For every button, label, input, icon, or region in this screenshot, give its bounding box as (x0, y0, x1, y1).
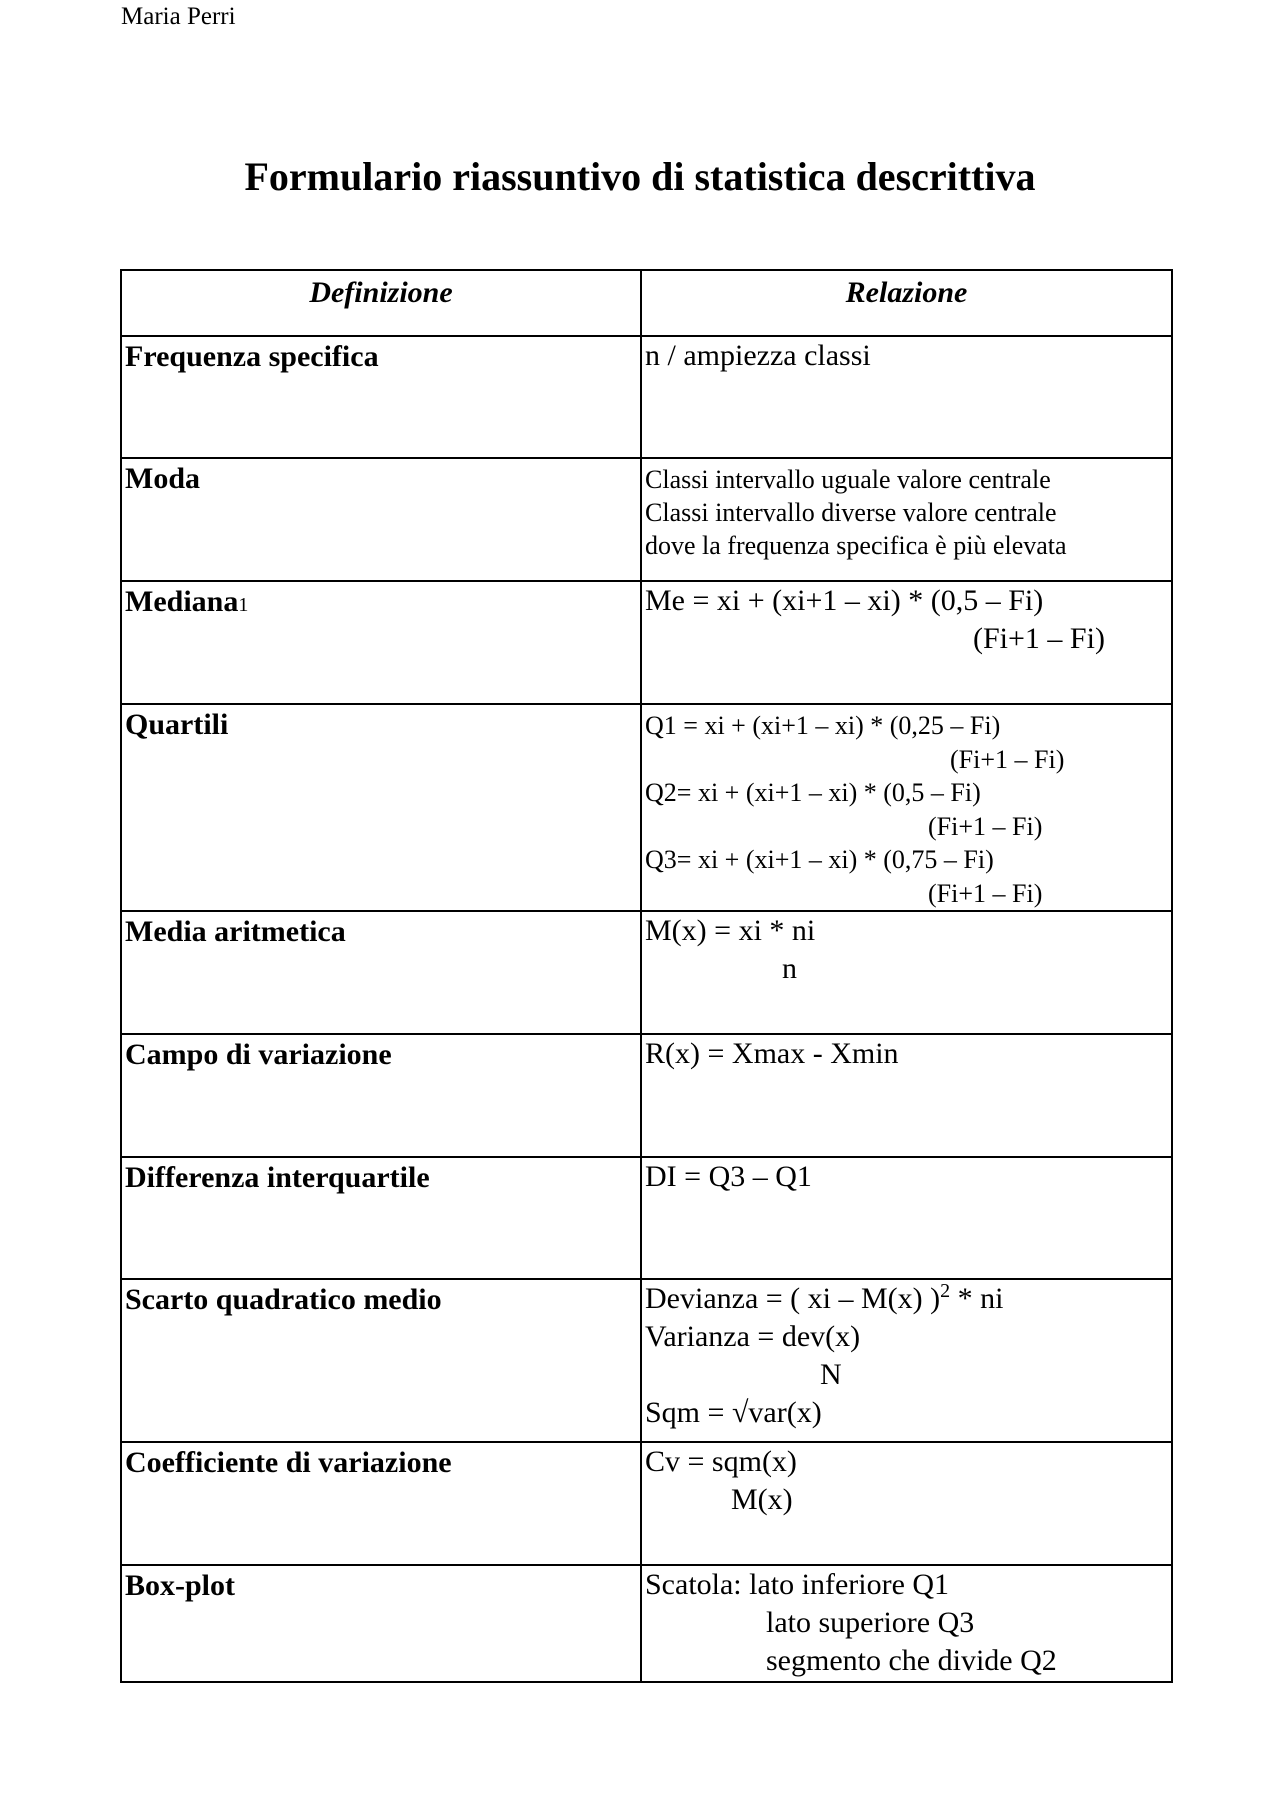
formula-denominator: (Fi+1 – Fi) (928, 878, 1043, 908)
table-row (121, 1157, 1172, 1279)
formula-line: segmento che divide Q2 (766, 1644, 1057, 1677)
relation-cell (641, 458, 1172, 581)
definition-cell: Campo di variazione (121, 1034, 641, 1157)
formula-line: Cv = sqm(x) (645, 1445, 797, 1478)
table-row (121, 1279, 1172, 1442)
table-header-row (121, 270, 1172, 336)
formula-line: M(x) = xi * ni (645, 914, 816, 947)
formula-line: lato superiore Q3 (766, 1606, 975, 1639)
definition-label: Mediana (125, 585, 239, 618)
formula-line (645, 1280, 1168, 1318)
footnote-marker: 1 (238, 594, 249, 616)
formula-line: n / ampiezza classi (645, 339, 871, 372)
formula-part: * ni (950, 1282, 1004, 1315)
relation-cell (641, 911, 1172, 1034)
relation-cell (641, 1034, 1172, 1157)
formula-line: Scatola: lato inferiore Q1 (645, 1568, 950, 1601)
formula-table (120, 269, 1173, 1683)
formula-denominator: (Fi+1 – Fi) (950, 744, 1065, 774)
definition-cell: Moda (121, 458, 641, 581)
formula-line: Q2= xi + (xi+1 – xi) * (0,5 – Fi) (645, 778, 981, 807)
formula-denominator: N (820, 1358, 842, 1391)
definition-cell: Coefficiente di variazione (121, 1442, 641, 1565)
relation-cell (641, 1279, 1172, 1442)
relation-cell (641, 704, 1172, 911)
author-name: Maria Perri (121, 3, 236, 30)
formula-denominator: n (782, 952, 797, 985)
definition-cell: Scarto quadratico medio (121, 1279, 641, 1442)
definition-cell (121, 581, 641, 704)
header-definition: Definizione (121, 270, 641, 336)
table-row (121, 581, 1172, 704)
formula-line: DI = Q3 – Q1 (645, 1160, 812, 1193)
definition-cell: Differenza interquartile (121, 1157, 641, 1279)
relation-cell (641, 1565, 1172, 1682)
table-row (121, 911, 1172, 1034)
table-row (121, 458, 1172, 581)
header-relation: Relazione (641, 270, 1172, 336)
superscript-exponent: 2 (940, 1280, 951, 1302)
relation-cell (641, 336, 1172, 458)
formula-line: Me = xi + (xi+1 – xi) * (0,5 – Fi) (645, 584, 1044, 617)
formula-line: Q3= xi + (xi+1 – xi) * (0,75 – Fi) (645, 845, 994, 874)
table-row (121, 1034, 1172, 1157)
relation-cell (641, 1442, 1172, 1565)
formula-line: Varianza = dev(x) (645, 1320, 861, 1353)
definition-cell: Quartili (121, 704, 641, 911)
relation-cell (641, 581, 1172, 704)
table-row (121, 336, 1172, 458)
formula-denominator: (Fi+1 – Fi) (928, 811, 1043, 841)
formula-line: Classi intervallo diverse valore centrale (645, 498, 1057, 527)
formula-part: Devianza = ( xi – M(x) ) (645, 1282, 941, 1315)
formula-denominator: M(x) (731, 1483, 793, 1516)
relation-cell (641, 1157, 1172, 1279)
formula-line: Classi intervallo uguale valore centrale (645, 465, 1051, 494)
table-row (121, 1442, 1172, 1565)
definition-cell: Frequenza specifica (121, 336, 641, 458)
formula-line: R(x) = Xmax - Xmin (645, 1037, 899, 1070)
formula-line: Sqm = √var(x) (645, 1396, 822, 1429)
definition-cell: Box-plot (121, 1565, 641, 1682)
formula-line: dove la frequenza specifica è più elevata (645, 531, 1067, 560)
formula-line: Q1 = xi + (xi+1 – xi) * (0,25 – Fi) (645, 711, 1001, 740)
definition-cell: Media aritmetica (121, 911, 641, 1034)
formula-denominator: (Fi+1 – Fi) (973, 622, 1105, 655)
table-row (121, 704, 1172, 911)
table-row (121, 1565, 1172, 1682)
document-title: Formulario riassuntivo di statistica descrittiva (244, 154, 1036, 199)
